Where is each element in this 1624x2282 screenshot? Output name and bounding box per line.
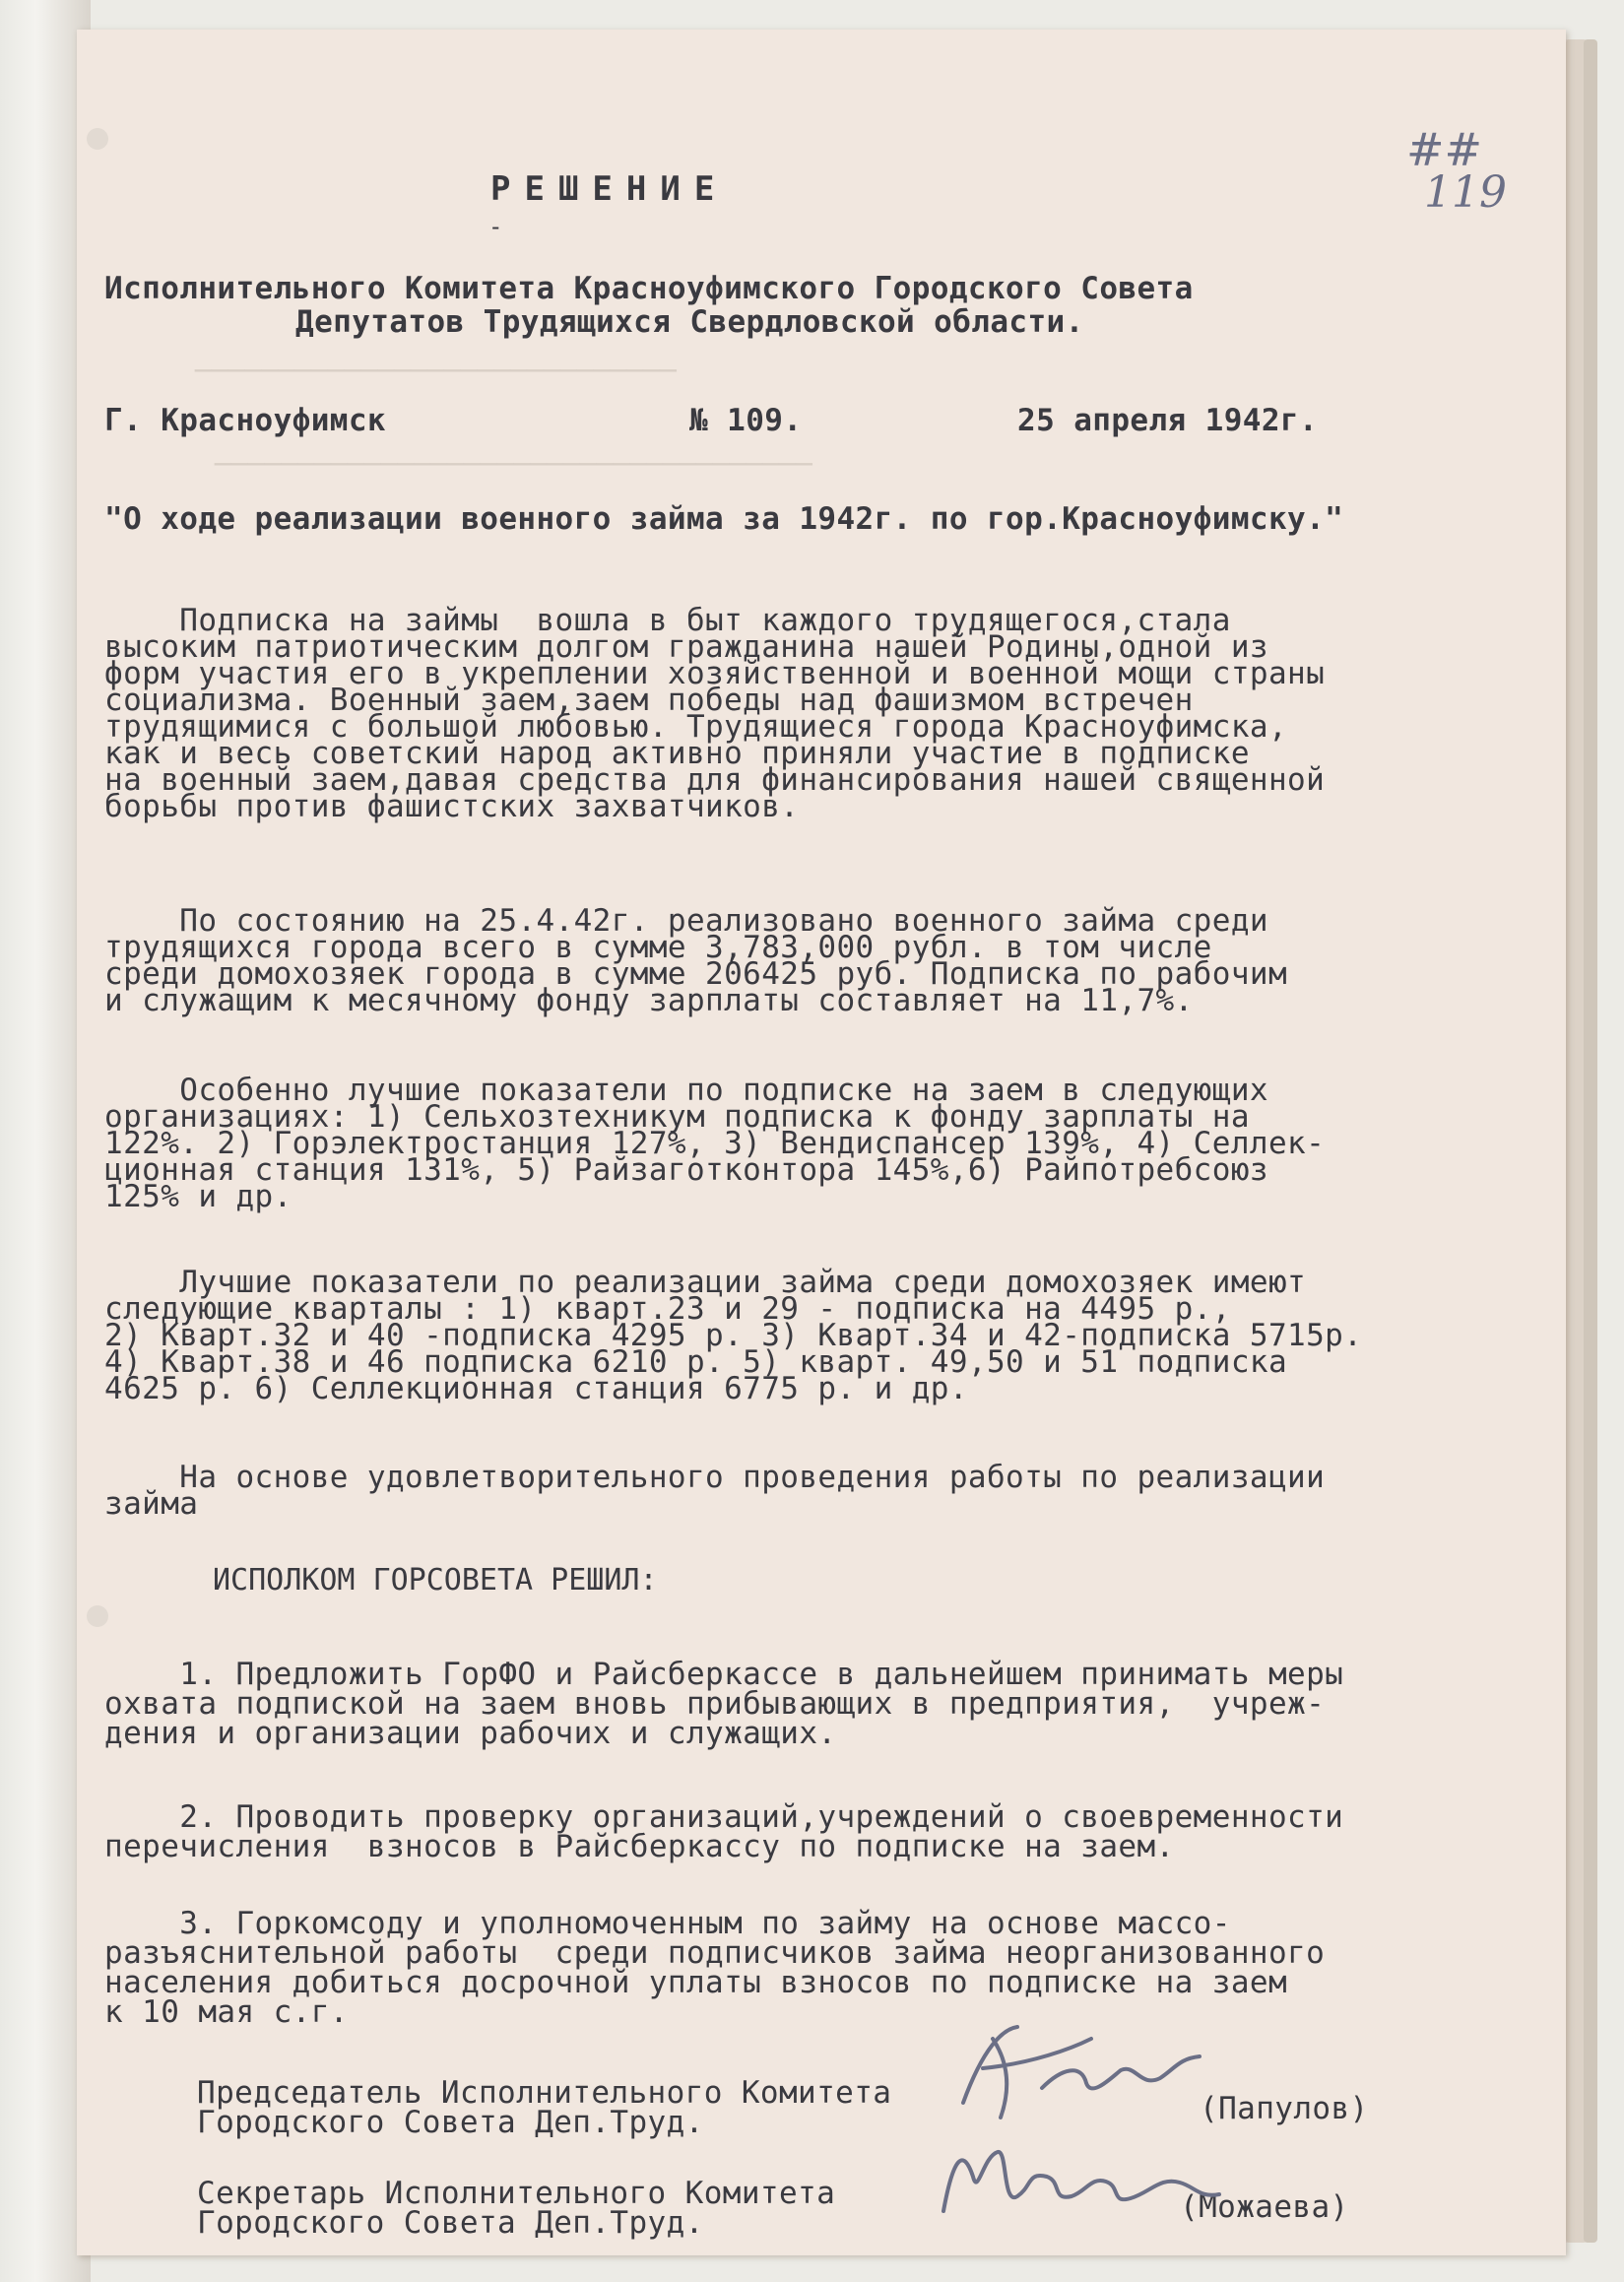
document-place: Г. Красноуфимск <box>104 403 386 438</box>
document-date: 25 апреля 1942г. <box>1017 403 1319 438</box>
resolution-line: разъяснительной работы среди подписчиков займа неорганизованного <box>104 1935 1326 1971</box>
title-underline: - <box>488 213 503 240</box>
body-line: Подписка на займы вошла в быт каждого трудящегося,стала <box>104 603 1231 638</box>
body-line: среди домохозяек города в сумме 206425 руб. Подписка по рабочим <box>104 956 1288 992</box>
document-number: № 109. <box>689 403 803 438</box>
archive-mark: ## <box>1406 123 1483 176</box>
chairman-name: (Папулов) <box>1200 2091 1369 2126</box>
secretary-title-line-1: Секретарь Исполнительного Комитета <box>197 2176 836 2211</box>
body-line: социализма. Военный заем,заем победы над фашизмом встречен <box>104 683 1194 718</box>
secretary-signature <box>924 2118 1249 2236</box>
resolution-line: 3. Горкомсоду и уполномоченным по займу на основе массо- <box>104 1906 1231 1941</box>
page-stack-edge <box>1584 39 1597 2243</box>
resolution-line: 1. Предложить ГорФО и Райсберкассе в дальнейшем принимать меры <box>104 1657 1344 1692</box>
resolution-line: охвата подпиской на заем вновь прибывающих в предприятия, учреж- <box>104 1686 1326 1722</box>
document-title: РЕШЕНИЕ <box>490 169 729 209</box>
body-line: высоким патриотическим долгом гражданина нашей Родины,одной из <box>104 629 1268 665</box>
body-line: трудящимися с большой любовью. Трудящиеся города Красноуфимска, <box>104 709 1288 745</box>
body-line: следующие кварталы : 1) кварт.23 и 29 - подписка на 4495 р., <box>104 1291 1231 1327</box>
resolution-heading: ИСПОЛКОМ ГОРСОВЕТА РЕШИЛ: <box>213 1563 658 1597</box>
body-line: трудящихся города всего в сумме 3,783,000 рубл. в том числе <box>104 930 1212 965</box>
bleed-through-text: ───────────────────────────── <box>195 355 677 387</box>
resolution-line: населения добиться досрочной уплаты взносов по подписке на заем <box>104 1965 1288 2000</box>
body-line: ционная станция 131%, 5) Райзаготконтора 145%,6) Райпотребсоюз <box>104 1152 1268 1188</box>
secretary-name: (Можаева) <box>1180 2189 1349 2225</box>
body-line: на военный заем,давая средства для финансирования нашей священной <box>104 762 1326 798</box>
punch-hole <box>87 128 108 150</box>
document-page <box>77 30 1566 2255</box>
resolution-line: к 10 мая с.г. <box>104 1994 349 2030</box>
body-line: 2) Кварт.32 и 40 -подписка 4295 р. 3) Кварт.34 и 42-подписка 5715р. <box>104 1318 1363 1353</box>
body-line: 4625 р. 6) Селлекционная станция 6775 р. и др. <box>104 1371 968 1406</box>
chairman-title-line-2: Городского Совета Деп.Труд. <box>197 2105 704 2140</box>
secretary-title-line-2: Городского Совета Деп.Труд. <box>197 2205 704 2241</box>
issuer-line-1: Исполнительного Комитета Красноуфимского Городского Совета <box>104 271 1194 306</box>
body-line: По состоянию на 25.4.42г. реализовано военного займа среди <box>104 903 1268 939</box>
bleed-through-text: ──────────────────────────────────── <box>215 448 812 481</box>
body-line: как и весь советский народ активно приняли участие в подписке <box>104 736 1250 771</box>
resolution-line: перечисления взносов в Райсберкассу по подписке на заем. <box>104 1829 1175 1864</box>
resolution-line: 2. Проводить проверку организаций,учреждений о своевременности <box>104 1799 1344 1835</box>
body-line: 122%. 2) Горэлектростанция 127%, 3) Вендиспансер 139%, 4) Селлек- <box>104 1126 1326 1161</box>
body-line: 4) Кварт.38 и 46 подписка 6210 р. 5) кварт. 49,50 и 51 подписка <box>104 1344 1288 1380</box>
body-line: борьбы против фашистских захватчиков. <box>104 789 800 824</box>
archive-page-number: 119 <box>1424 167 1507 218</box>
body-line: форм участия его в укреплении хозяйственной и военной мощи страны <box>104 656 1326 691</box>
body-line: займа <box>104 1486 199 1522</box>
body-line: организациях: 1) Сельхозтехникум подписка к фонду зарплаты на <box>104 1099 1250 1135</box>
document-subject: "О ходе реализации военного займа за 1942г. по гор.Красноуфимску." <box>104 501 1344 537</box>
body-line: Лучшие показатели по реализации займа среди домохозяек имеют <box>104 1265 1307 1300</box>
body-line: Особенно лучшие показатели по подписке на заем в следующих <box>104 1073 1268 1108</box>
body-line: 125% и др. <box>104 1179 292 1214</box>
issuer-line-2: Депутатов Трудящихся Свердловской области. <box>295 304 1084 340</box>
resolution-line: дения и организации рабочих и служащих. <box>104 1716 837 1751</box>
punch-hole <box>87 1605 108 1627</box>
body-line: На основе удовлетворительного проведения работы по реализации <box>104 1460 1326 1495</box>
body-line: и служащим к месячному фонду зарплаты составляет на 11,7%. <box>104 983 1194 1018</box>
chairman-title-line-1: Председатель Исполнительного Комитета <box>197 2075 892 2111</box>
